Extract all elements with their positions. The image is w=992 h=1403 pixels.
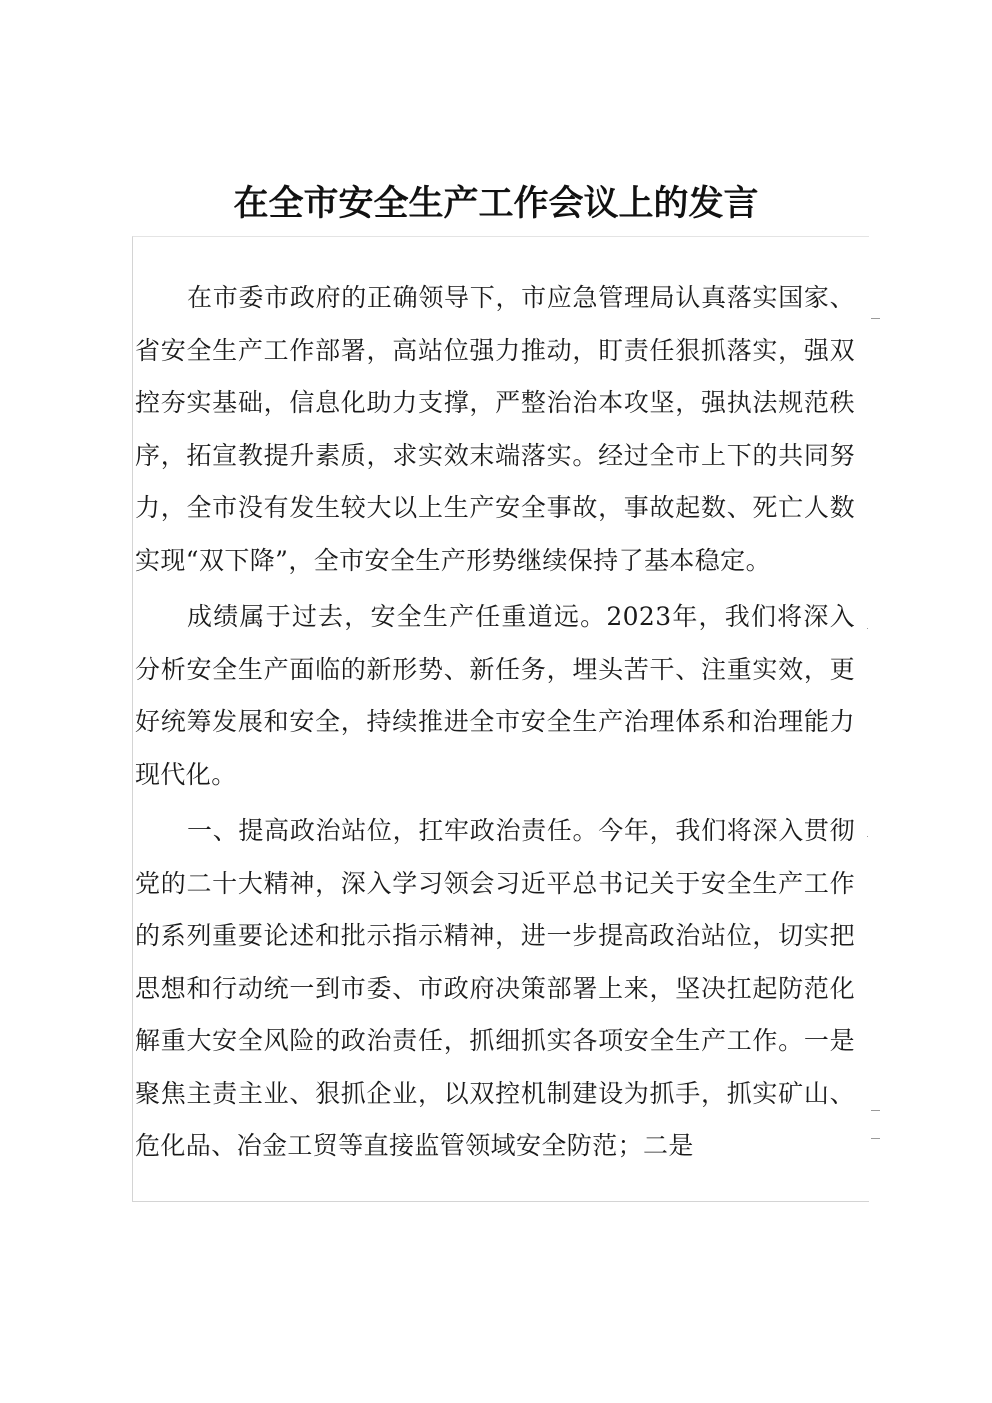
paragraph-3: 一、提高政治站位，扛牢政治责任。今年，我们将深入贯彻党的二十大精神，深入学习领会习近平总书记关于安全生产工作的系列重要论述和批示指示精神，进一步提高政治站位，切实把思想和行动统一到市委、市政府决策部署上来，坚决扛起防范化解重大安全风险的政治责任，抓细抓实各项安全生产工作。一是聚焦主责主业、狠抓企业，以双控机制建设为抓手，抓实矿山、危化品、冶金工贸等直接监管领域安全防范；二是 — [135, 816, 855, 1160]
paragraph-1: 在市委市政府的正确领导下，市应急管理局认真落实国家、省安全生产工作部署，高站位强力推动，盯责任狠抓落实，强双控夯实基础，信息化助力支撑，严整治治本攻坚，强执法规范秩序，拓宣教提升素质，求实效末端落实。经过全市上下的共同努力，全市没有发生较大以上生产安全事故，事故起数、死亡人数实现“双下降”，全市安全生产形势继续保持了基本稳定。 — [135, 283, 855, 575]
paragraph-mark — [867, 628, 868, 629]
document-title: 在全市安全生产工作会议上的发言 — [233, 184, 759, 224]
line-end-mark — [871, 318, 880, 319]
line-end-mark — [871, 1110, 880, 1111]
document-body — [135, 272, 855, 1177]
paragraph-2: 成绩属于过去，安全生产任重道远。2023年，我们将深入分析安全生产面临的新形势、新任务，埋头苦干、注重实效，更好统筹发展和安全，持续推进全市安全生产治理体系和治理能力现代化。 — [135, 602, 855, 789]
line-end-mark — [871, 1138, 880, 1139]
paragraph-mark — [867, 836, 868, 837]
